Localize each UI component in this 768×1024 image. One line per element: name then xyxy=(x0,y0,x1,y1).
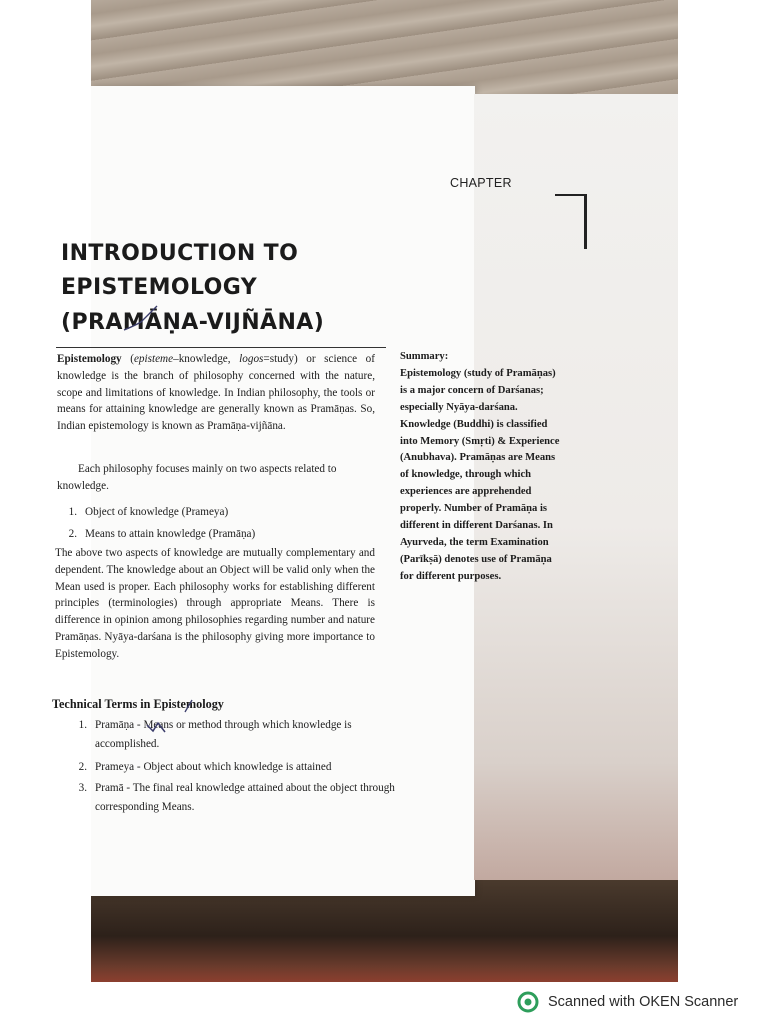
term-number: 2. xyxy=(78,761,87,773)
intro-knowledge: –knowledge, xyxy=(173,353,240,365)
intro-term: Epistemology xyxy=(57,353,122,365)
scanner-watermark xyxy=(517,991,738,1013)
aspect-number: 2. xyxy=(68,528,77,540)
aspect-text: Means to attain knowledge (Pramāṇa) xyxy=(85,528,256,540)
chapter-label: CHAPTER xyxy=(450,176,512,190)
intro-rest: =study) or science of knowledge is the branch of philosophy concerned with the nature, scope and limitations of knowledge. In Indian philosophy, the tools or means for attaining knowledge are generally known as Pramāṇas. So, Indian epistemology is known as Pramāṇa-vijñāna. xyxy=(57,353,375,433)
term-text: Pramāṇa - Means or method through which knowledge is accomplished. xyxy=(95,719,352,750)
chapter-title-line-2: EPISTEMOLOGY xyxy=(61,275,258,300)
technical-terms-heading: Technical Terms in Epistemology xyxy=(52,697,224,711)
term-list-item xyxy=(78,779,395,817)
intro-paren: ( xyxy=(121,353,134,365)
summary-box xyxy=(400,349,560,586)
scanner-text: Scanned with OKEN Scanner xyxy=(548,994,739,1010)
aspect-text: Object of knowledge (Prameya) xyxy=(85,506,229,518)
wooden-surface-top xyxy=(91,0,678,95)
term-list-item xyxy=(78,758,395,777)
term-number: 1. xyxy=(78,719,87,731)
summary-heading: Summary: xyxy=(400,351,449,362)
term-text: Pramā - The final real knowledge attained about the object through corresponding Means. xyxy=(95,782,395,813)
aspect-number: 1. xyxy=(68,506,77,518)
chapter-title-line-1: INTRODUCTION TO xyxy=(61,241,299,266)
title-divider xyxy=(56,347,386,348)
chapter-number xyxy=(555,194,589,250)
chapter-number-glyph-top xyxy=(555,194,587,196)
term-list-item xyxy=(78,716,395,754)
aspect-list-item xyxy=(55,504,228,520)
chapter-number-glyph-stem xyxy=(584,194,587,249)
intro-paragraph xyxy=(57,351,375,435)
chapter-title-line-3: (PRAMĀṆA-VIJÑĀNA) xyxy=(61,310,325,335)
oken-scanner-logo-icon xyxy=(517,991,539,1013)
aspect-list-item xyxy=(55,526,255,542)
intro-logos: logos xyxy=(239,353,264,365)
main-paragraph: The above two aspects of knowledge are mutually complementary and dependent. The knowledge about an Object will be valid only when the Mean used is proper. Each philosophy works for establishing different principles (terminologies) through appropriate Means. There is difference in opinion among philosophies regarding number and nature Pramāṇas. Nyāya-darśana is the philosophy giving more importance to Epistemology. xyxy=(55,547,375,660)
focus-paragraph: Each philosophy focuses mainly on two aspects related to knowledge. xyxy=(57,463,337,492)
summary-body: Epistemology (study of Pramāṇas) is a major concern of Darśanas; especially Nyāya-darśana. Knowledge (Buddhi) is classified into Memory (Smṛti) & Experience (Anubhava). Pramāṇas are Means of knowledge, through which experiences are apprehended properly. Number of Pramāṇa is different in different Darśanas. In Ayurveda, the term Examination (Parīkṣā) denotes use of Pramāṇa for different purposes. xyxy=(400,367,560,582)
term-number: 3. xyxy=(78,782,87,794)
term-text: Prameya - Object about which knowledge is attained xyxy=(95,761,332,773)
intro-episteme: episteme xyxy=(133,353,174,365)
